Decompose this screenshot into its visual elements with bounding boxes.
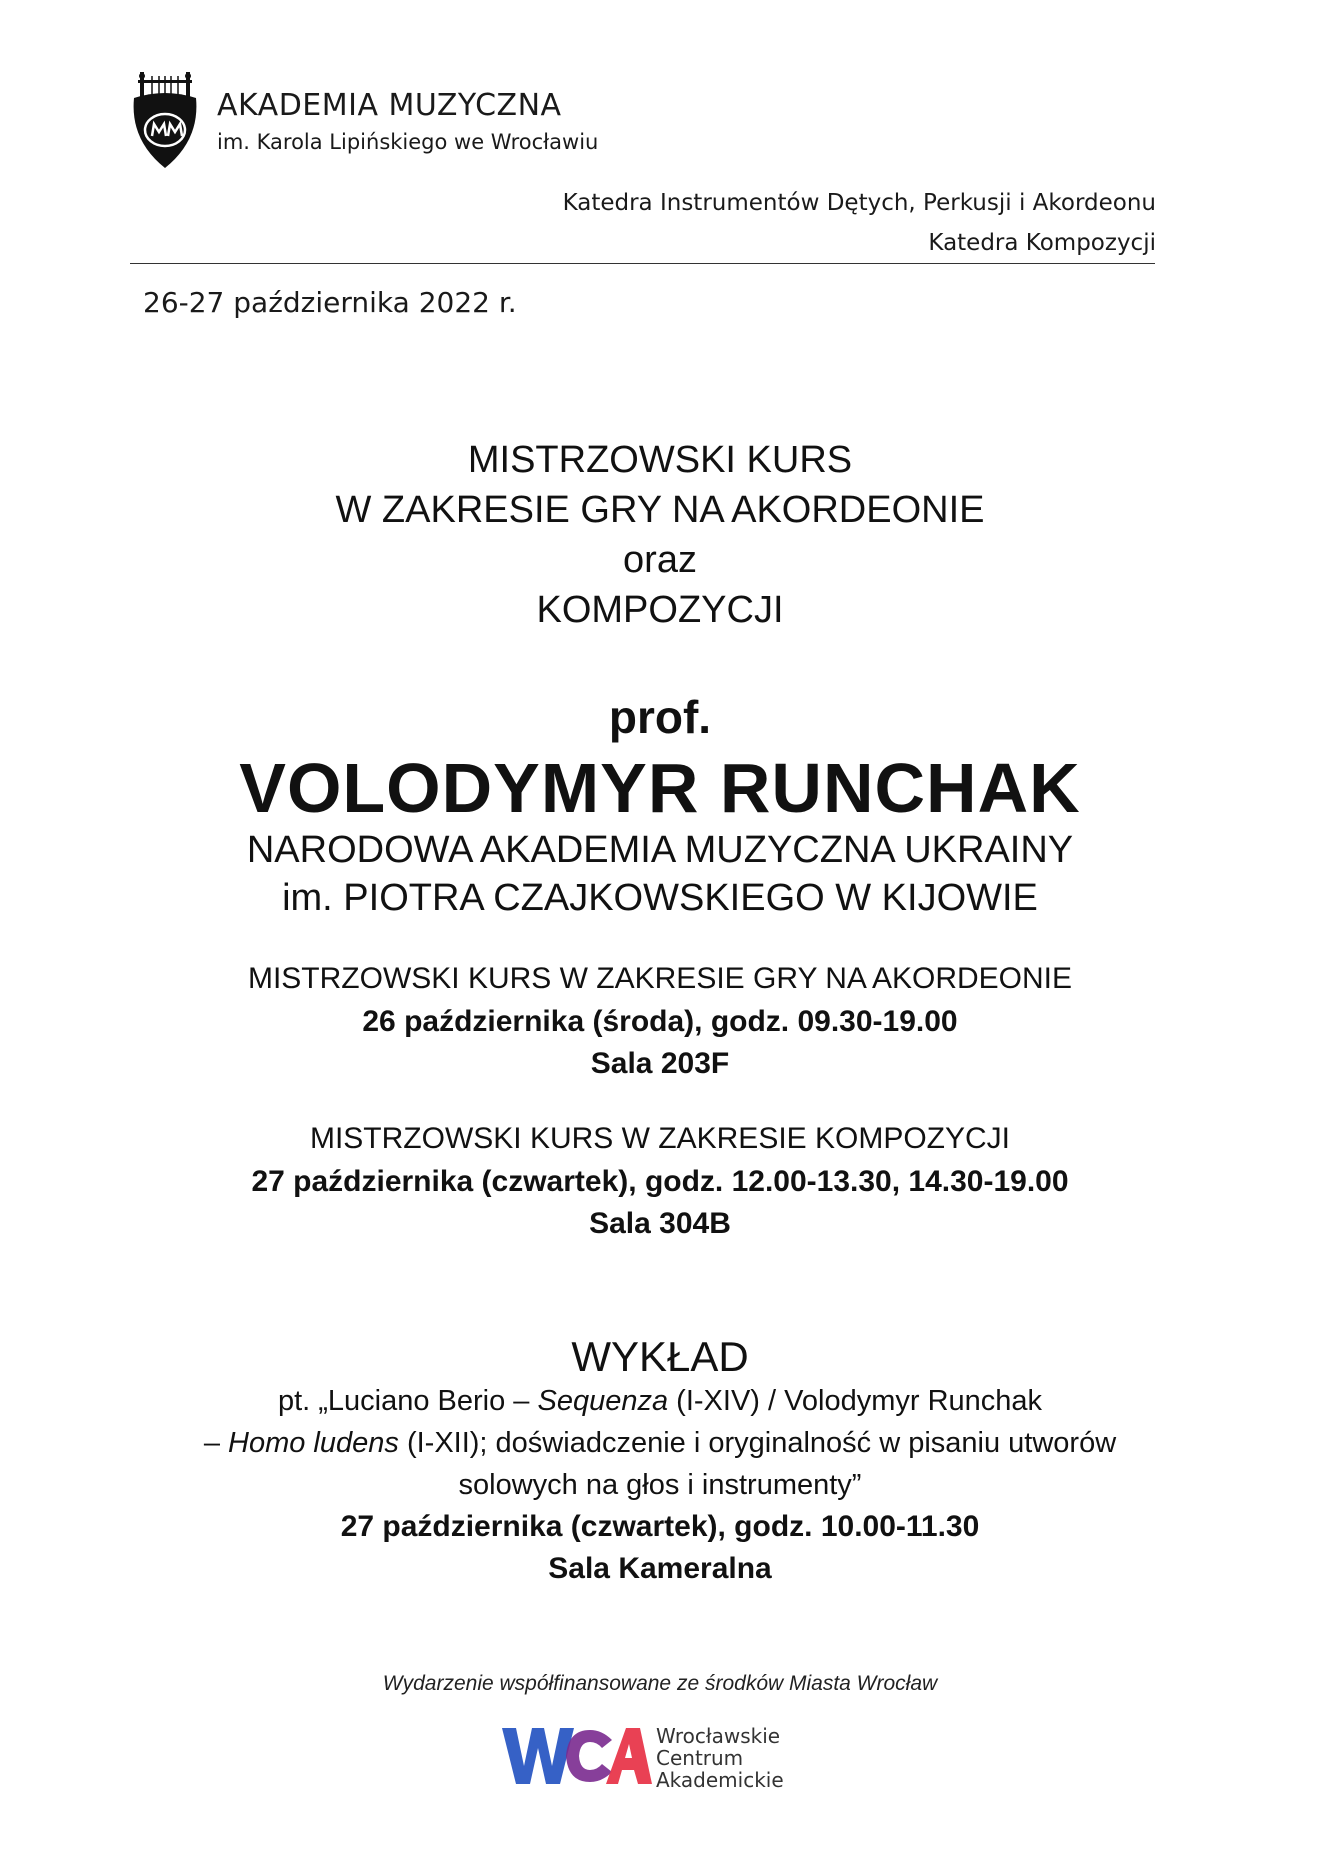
title-line-1: MISTRZOWSKI KURS (467, 439, 853, 481)
department-winds: Katedra Instrumentów Dętych, Perkusji i Akordeonu (562, 190, 1156, 216)
title-line-2: W ZAKRESIE GRY NA AKORDEONIE (335, 489, 985, 531)
sponsor-name-line-1: Wrocławskie (656, 1724, 781, 1748)
lecture-topic-line-1: pt. „Luciano Berio – Sequenza (I-XIV) / Volodymyr Runchak (277, 1385, 1043, 1417)
session-2-when: 27 października (czwartek), godz. 12.00-13.30, 14.30-19.00 (251, 1165, 1069, 1198)
lecture-heading: WYKŁAD (571, 1333, 749, 1380)
session-1-title: MISTRZOWSKI KURS W ZAKRESIE GRY NA AKORDEONIE (247, 962, 1073, 995)
lecture-topic-line-2: – Homo ludens (I-XII); doświadczenie i oryginalność w pisaniu utworów (203, 1427, 1117, 1459)
lecturer-title: prof. (608, 691, 712, 743)
lyre-icon (130, 70, 200, 170)
session-2-room: Sala 304B (589, 1207, 731, 1240)
lecture-room: Sala Kameralna (548, 1552, 772, 1585)
session-1-when: 26 października (środa), godz. 09.30-19.00 (362, 1005, 958, 1038)
sponsor-name-line-2: Centrum (656, 1746, 744, 1770)
lecturer-name: VOLODYMYR RUNCHAK (239, 749, 1081, 827)
session-1-room: Sala 203F (590, 1047, 730, 1080)
title-line-4: KOMPOZYCJI (536, 589, 784, 631)
event-date: 26-27 października 2022 r. (143, 286, 517, 319)
title-line-3: oraz (623, 539, 697, 581)
lecture-when: 27 października (czwartek), godz. 10.00-11.30 (340, 1510, 980, 1543)
lecturer-affiliation-1: NARODOWA AKADEMIA MUZYCZNA UKRAINY (246, 829, 1074, 871)
session-2-title: MISTRZOWSKI KURS W ZAKRESIE KOMPOZYCJI (309, 1122, 1011, 1155)
wca-logo-icon (502, 1726, 652, 1786)
institution-subtitle: im. Karola Lipińskiego we Wrocławiu (217, 130, 599, 154)
institution-name: AKADEMIA MUZYCZNA (217, 88, 562, 123)
header-divider (130, 263, 1155, 264)
department-composition: Katedra Kompozycji (928, 230, 1156, 256)
sponsor-name-line-3: Akademickie (656, 1768, 784, 1792)
lecturer-affiliation-2: im. PIOTRA CZAJKOWSKIEGO W KIJOWIE (282, 877, 1038, 919)
cofinancing-note: Wydarzenie współfinansowane ze środków Miasta Wrocław (382, 1672, 938, 1695)
lecture-topic-line-3: solowych na głos i instrumenty” (458, 1469, 862, 1501)
